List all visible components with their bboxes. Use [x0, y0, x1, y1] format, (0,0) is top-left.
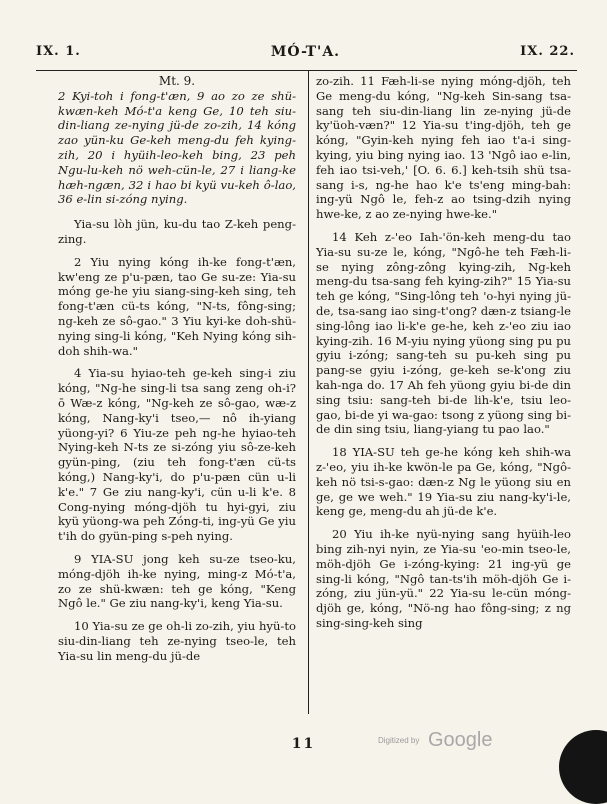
verse-paragraph: 4 Yia-su hyiao-teh ge-keh sing-i ziu kóng, "Ng-he sing-li tsa sang zeng oh-i? ō Wæ-z kóng, "Ng-keh ze sô-gao, wæ-z kóng, Nang-ky'i tseo,— nô ih-yiang yüong-yi? 6 Yiu-ze peh ng-he hyiao-teh Nying-keh N-ts ze si-zóng yiu sô-ze-keh gyün-ping, (ziu teh fong-t'æn cü-ts kóng,) Nang-ky'i, do p'u-pæn cün u-li k'e." 7 Ge ziu nang-ky'i, cün u-li k'e. 8 Cong-nying móng-djöh tu hyi-gyi, ziu kyü yüong-wa peh Zóng-ti, ing-yü Ge yiu t'ih do gyün-ping s-peh nying.: [58, 366, 296, 544]
verse-paragraph: 9 YIA-SU jong keh su-ze tseo-ku, móng-djöh ih-ke nying, ming-z Mó-t'a, zo ze shü-kwæn: teh ge kóng, "Keng Ngô le." Ge ziu nang-ky'i, keng Yia-su.: [58, 551, 296, 611]
verse-paragraph: zo-zih. 11 Fæh-li-se nying móng-djöh, teh Ge meng-du kóng, "Ng-keh Sin-sang tsa-sang teh siu-din-liang lin ze-nying jü-de ky'üoh-væn?" 12 Yia-su t'ing-djöh, teh ge kóng, "Gyin-keh nying feh iao t'a-i sing-kying, yiu bing nying iao. 13 'Ngô iao e-lin, feh iao tsi-veh,' [O. 6. 6.] keh-tsih shü tsa-sang i-s, ng-he hao k'e ts'eng ming-bah: ing-yü Ngô le, feh-z ao tsing-dzih nying hwe-ke, z ao ze-nying hwe-ke.": [316, 74, 571, 222]
verse-paragraph: 14 Keh z-'eo Iah-'ön-keh meng-du tao Yia-su su-ze le, kóng, "Ngô-he teh Fæh-li-se nying zông-zông kying-zih, Ng-keh meng-du tsa-sang feh kying-zih?" 15 Yia-su teh ge kóng, "Sing-lông teh 'o-hyi nying jü-de, tsa-sang iao sing-t'ong? dæn-z tsiang-le sing-lông iao li-k'e ge-he, keh z-'eo ziu iao kying-zih. 16 M-yiu nying yüong sing pu pu gyiu i-zóng; sang-teh su pu-keh sing pu pang-se gyiu i-zóng, ge-keh se-k'ong ziu kah-nga do. 17 Ah feh yüong gyiu bi-de din sing tsiu: sang-teh bi-de lih-k'e, tsiu leo-gao, bi-de yi wa-gao: tsong z yüong sing bi-de din sing tsiu, liang-yiang tu pao lao.": [316, 229, 571, 437]
chapter-heading: Mt. 9.: [158, 74, 196, 88]
verse-paragraph: Yia-su lòh jün, ku-du tao Z-keh peng-zing.: [58, 217, 296, 246]
header-right-reference: IX. 22.: [520, 44, 575, 59]
left-column: [58, 74, 296, 663]
page-number: 11: [291, 736, 316, 752]
running-header: [36, 44, 575, 64]
chapter-summary: 2 Kyi-toh i fong-t'æn, 9 ao zo ze shü-kwæn-keh Mó-t'a keng Ge, 10 teh siu-din-liang ze-nying jü-de zo-zih, 14 kóng zao yün-ku Ge-keh meng-du feh kying-zih, 20 i hyüih-leo-keh bing, 23 peh Ngu-lu-keh nö weh-cün-le, 27 i liang-ke hæh-ngæn, 32 i hao bi kyü vu-keh ô-lao, 36 e-lin si-zóng nying.: [58, 88, 296, 207]
verse-paragraph: 18 YIA-SU teh ge-he kóng keh shih-wa z-'eo, yiu ih-ke kwön-le pa Ge, kóng, "Ngô-keh nö tsi-s-gao: dæn-z Ng le yüong siu en ge, ge we weh." 19 Yia-su ziu nang-ky'i-le, keng ge, meng-du ah jü-de k'e.: [316, 445, 571, 519]
header-book-title: MÓ-T'A.: [270, 44, 341, 60]
digitized-by-label: Digitized by: [378, 736, 420, 745]
header-rule: [36, 70, 577, 71]
right-column: [316, 74, 571, 631]
verse-paragraph: 2 Yiu nying kóng ih-ke fong-t'æn, kw'eng ze p'u-pæn, tao Ge su-ze: Yia-su móng ge-he yiu siang-sing-keh sing, teh fong-t'æn cü-ts kóng, "N-ts, fông-sing; ng-keh ze sô-gao." 3 Yiu kyi-ke doh-shü-nying sing-li kóng, "Keh Nying kóng sih-doh shih-wa.": [58, 254, 296, 358]
verse-paragraph: 10 Yia-su ze ge oh-li zo-zih, yiu hyü-to siu-din-liang teh ze-nying tseo-le, teh Yia-su lin meng-du jü-de: [58, 619, 296, 663]
google-watermark: Google: [428, 729, 493, 751]
column-divider: [308, 71, 309, 714]
header-left-reference: IX. 1.: [36, 44, 81, 59]
verse-paragraph: 20 Yiu ih-ke nyü-nying sang hyüih-leo bing zih-nyi nyin, ze Yia-su 'eo-min tseo-le, möh-djöh Ge i-zóng-kying: 21 ing-yü ge sing-li kóng, "Ngô tan-ts'ih möh-djöh Ge i-zóng, ziu jün-yü." 22 Yia-su le-cün móng-djöh ge, kóng, "Nö-ng hao fông-sing; z ng sing-sing-keh sing: [316, 527, 571, 630]
